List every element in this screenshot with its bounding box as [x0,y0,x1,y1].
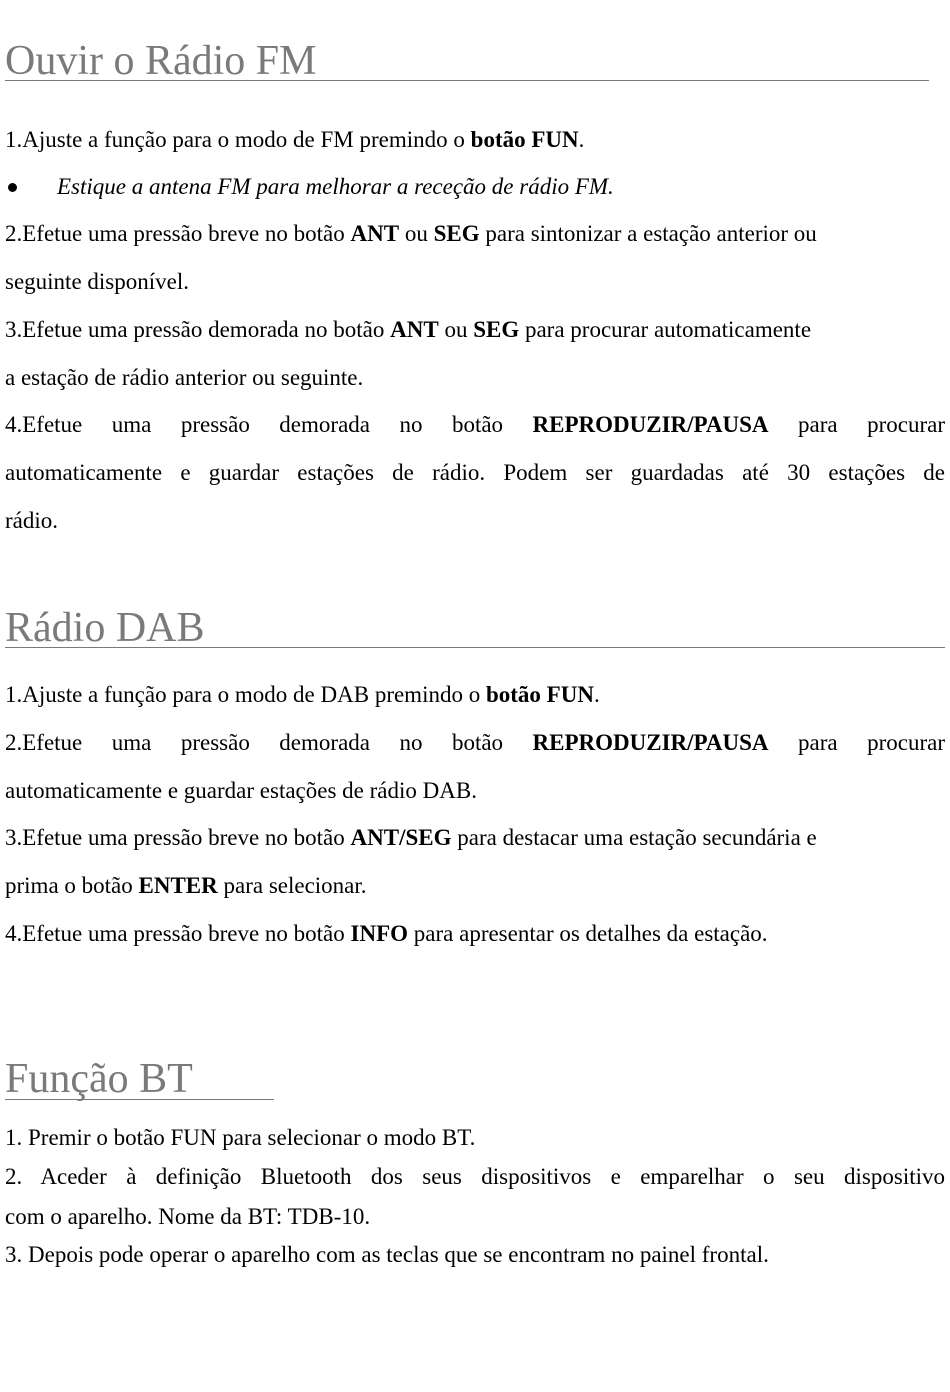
fm-step-3-cont: a estação de rádio anterior ou seguinte. [5,365,364,390]
dab-section-title: Rádio DAB [5,605,205,651]
fm-bullet-text: Estique a antena FM para melhorar a receção de rádio FM. [57,174,614,199]
dab-step-3-cont: prima o botão ENTER para selecionar. [5,873,367,898]
fm-step-4-cont: automaticamente e guardar estações de rádio. Podem ser guardadas até 30 estações de [5,460,945,485]
dab-step-2: 2.Efetue uma pressão demorada no botão REPRODUZIR/PAUSA para procurar [5,730,945,755]
bt-title-rule [5,1099,274,1100]
fm-title-rule [5,80,929,81]
fm-step-2-cont: seguinte disponível. [5,269,189,294]
bt-section-title: Função BT [5,1056,193,1102]
fm-step-1: 1.Ajuste a função para o modo de FM premindo o botão FUN. [5,127,585,152]
dab-title-rule [5,647,945,648]
fm-section-title: Ouvir o Rádio FM [5,38,317,84]
bullet-icon [8,183,17,192]
dab-step-1: 1.Ajuste a função para o modo de DAB premindo o botão FUN. [5,682,600,707]
bt-step-1: 1. Premir o botão FUN para selecionar o modo BT. [5,1125,476,1150]
dab-step-2-cont: automaticamente e guardar estações de rádio DAB. [5,778,477,803]
fm-step-4-end: rádio. [5,508,59,533]
fm-step-3: 3.Efetue uma pressão demorada no botão ANT ou SEG para procurar automaticamente [5,317,812,342]
fm-step-2: 2.Efetue uma pressão breve no botão ANT ou SEG para sintonizar a estação anterior ou [5,221,817,246]
bt-step-2-cont: com o aparelho. Nome da BT: TDB-10. [5,1204,371,1229]
bt-step-3: 3. Depois pode operar o aparelho com as teclas que se encontram no painel frontal. [5,1242,769,1267]
dab-step-3: 3.Efetue uma pressão breve no botão ANT/SEG para destacar uma estação secundária e [5,825,817,850]
dab-step-4: 4.Efetue uma pressão breve no botão INFO para apresentar os detalhes da estação. [5,921,768,946]
bt-step-2: 2. Aceder à definição Bluetooth dos seus dispositivos e emparelhar o seu dispositivo [5,1164,945,1189]
fm-step-4: 4.Efetue uma pressão demorada no botão REPRODUZIR/PAUSA para procurar [5,412,945,437]
